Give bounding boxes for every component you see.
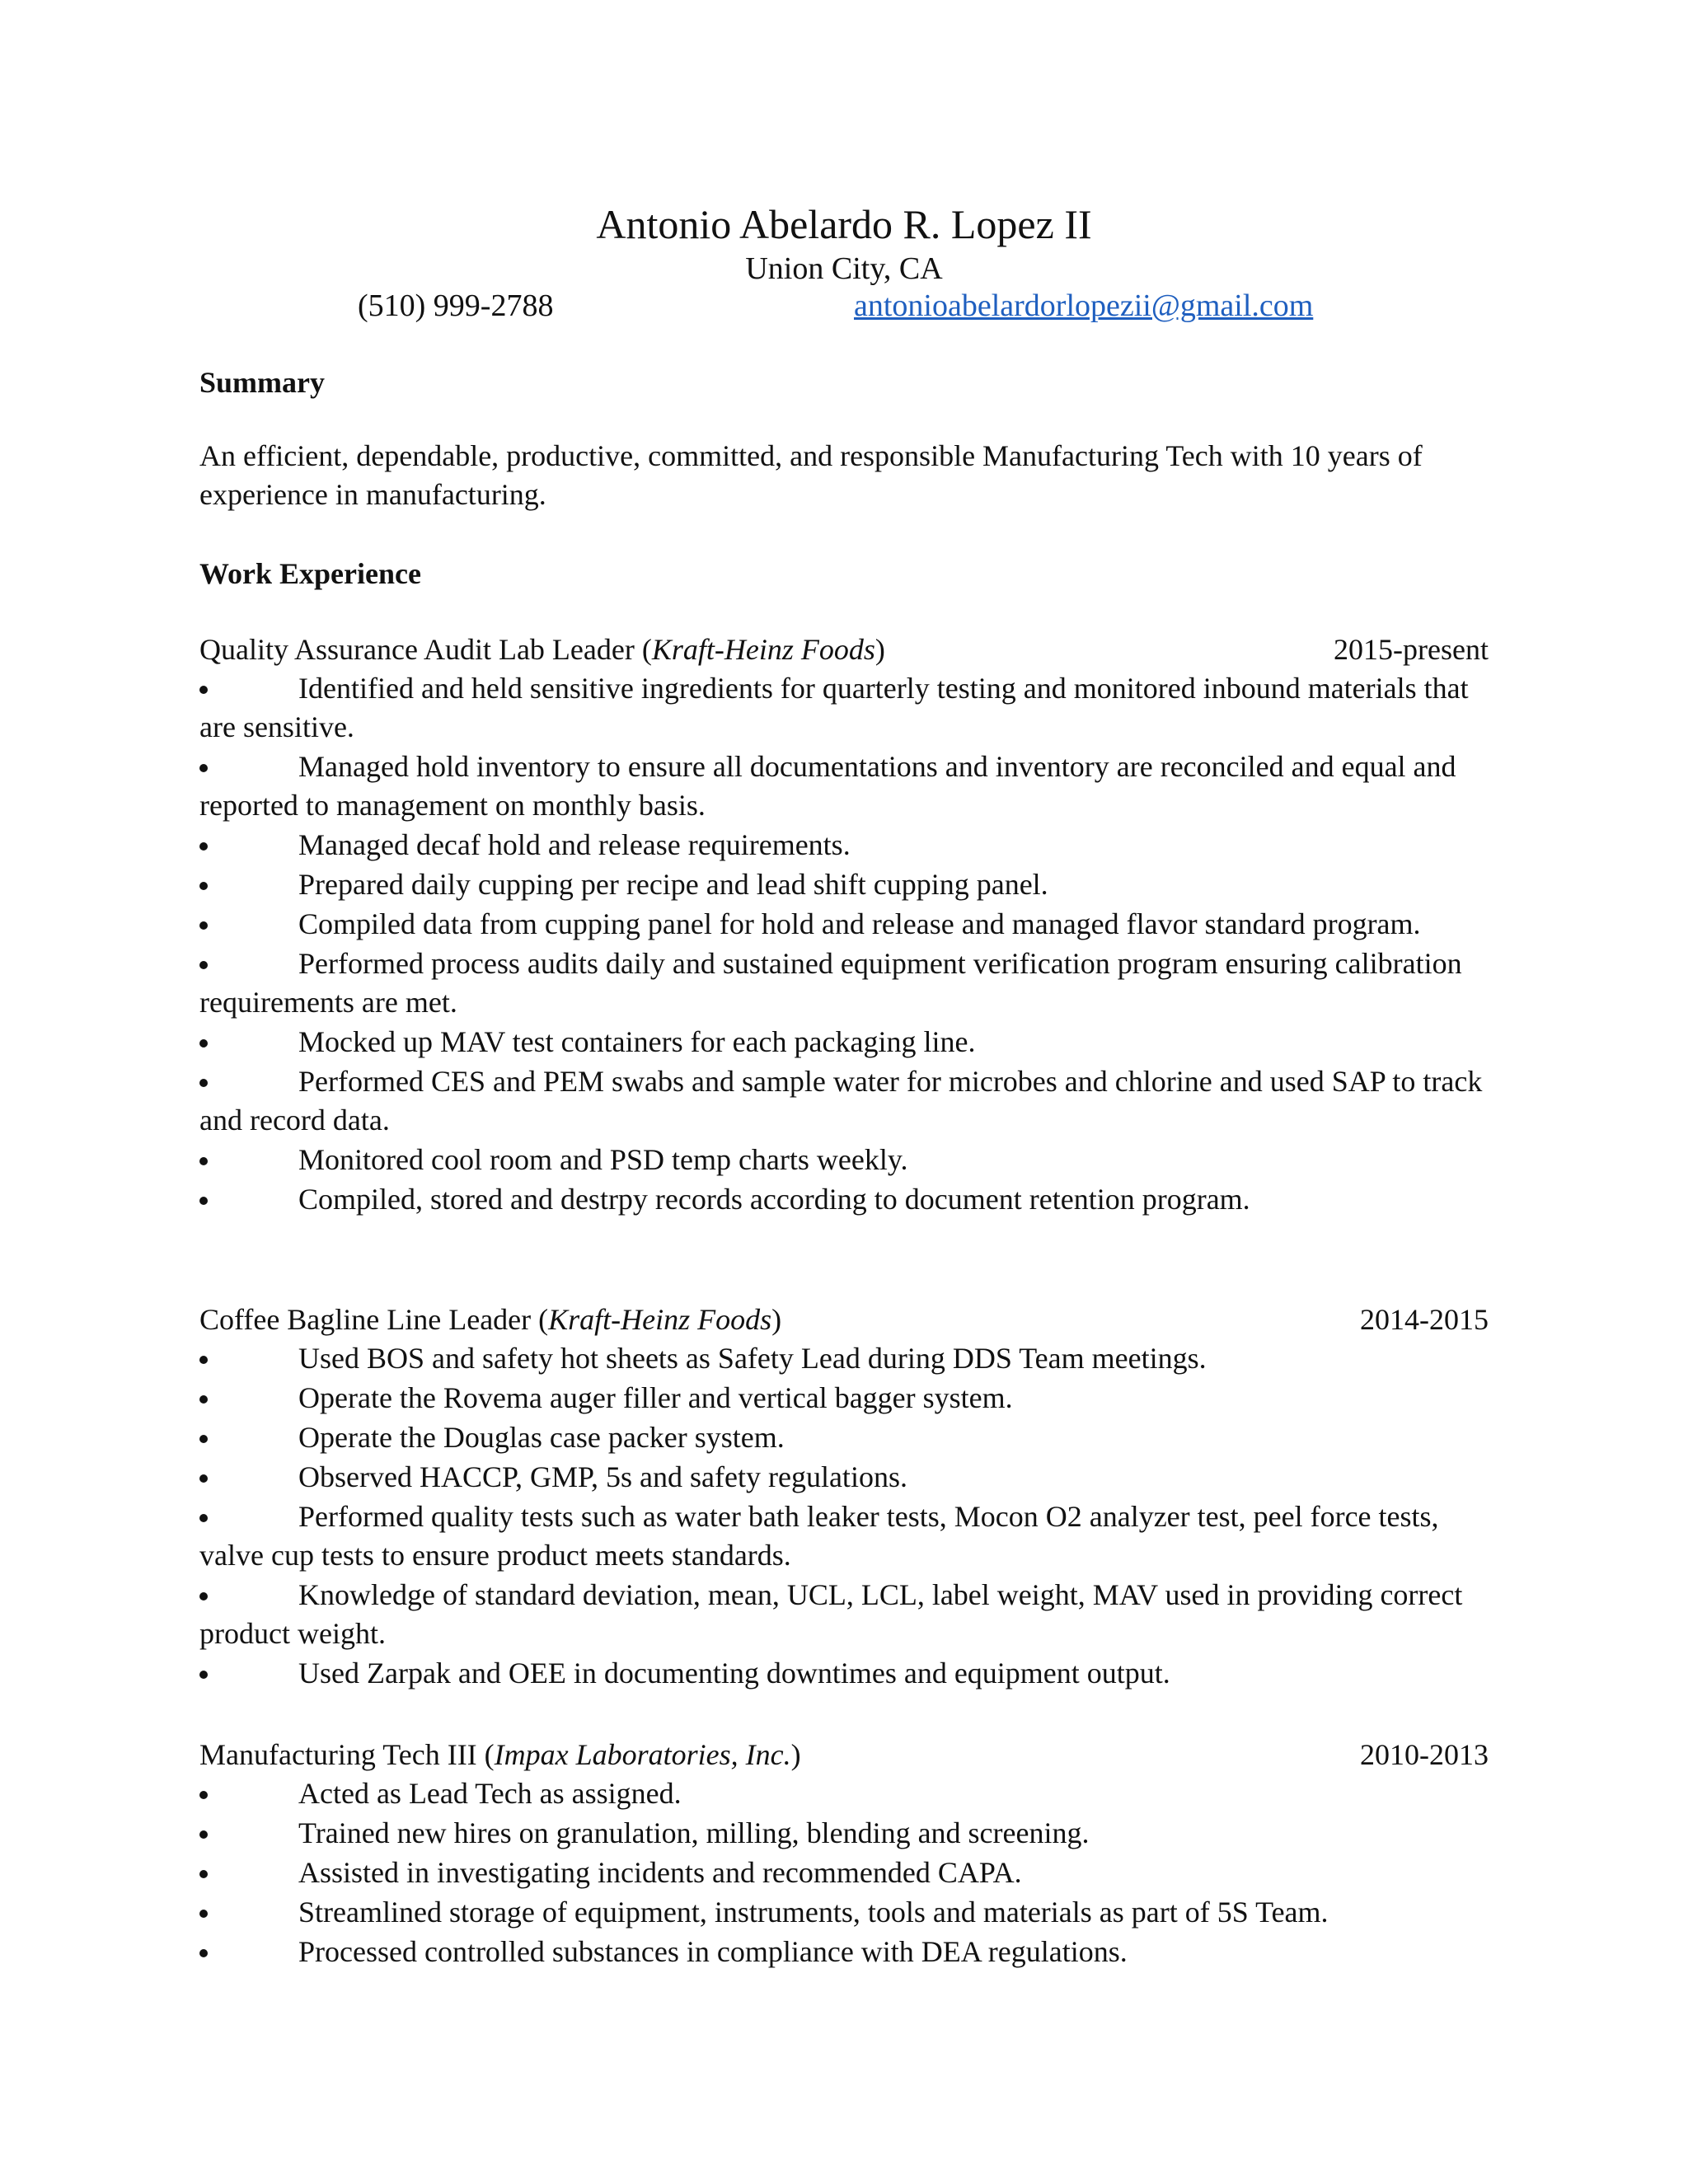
- list-item: [199, 1654, 1485, 1693]
- list-item-text: Used Zarpak and OEE in documenting downtimes and equipment output.: [298, 1657, 1170, 1690]
- job-company: Kraft-Heinz Foods: [548, 1303, 772, 1336]
- work-experience-heading: Work Experience: [199, 557, 421, 590]
- job-dates: 2010-2013: [1360, 1738, 1489, 1771]
- bullet-dot-icon: [199, 1474, 208, 1483]
- list-item-text: Knowledge of standard deviation, mean, UCL, LCL, label weight, MAV used in providing correct product weight.: [199, 1578, 1463, 1650]
- bullet-dot-icon: [199, 1830, 208, 1839]
- candidate-phone: (510) 999-2788: [358, 288, 554, 323]
- job-bullet-list: [199, 669, 1485, 1220]
- list-item-text: Managed decaf hold and release requirements.: [298, 828, 851, 861]
- job-title: Quality Assurance Audit Lab Leader (: [199, 633, 652, 666]
- list-item: [199, 748, 1485, 825]
- list-item-text: Performed CES and PEM swabs and sample water for microbes and chlorine and used SAP to track and record data.: [199, 1065, 1483, 1137]
- list-item: [199, 1062, 1485, 1140]
- list-item-text: Streamlined storage of equipment, instruments, tools and materials as part of 5S Team.: [298, 1896, 1329, 1929]
- bullet-dot-icon: [199, 1435, 208, 1443]
- list-item-text: Assisted in investigating incidents and recommended CAPA.: [298, 1856, 1022, 1889]
- list-item: [199, 905, 1485, 944]
- list-item-text: Managed hold inventory to ensure all documentations and inventory are reconciled and equal and reported to management on monthly basis.: [199, 750, 1456, 822]
- list-item-text: Acted as Lead Tech as assigned.: [298, 1777, 682, 1810]
- bullet-dot-icon: [199, 1514, 208, 1522]
- bullet-dot-icon: [199, 1356, 208, 1364]
- job-dates: 2014-2015: [1360, 1303, 1489, 1336]
- list-item: [199, 1576, 1485, 1653]
- candidate-location: Union City, CA: [745, 251, 943, 286]
- bullet-dot-icon: [199, 1592, 208, 1601]
- list-item: [199, 1379, 1485, 1418]
- bullet-dot-icon: [199, 1079, 208, 1087]
- job-title-close: ): [771, 1303, 782, 1336]
- list-item-text: Operate the Douglas case packer system.: [298, 1421, 785, 1454]
- list-item: [199, 944, 1485, 1022]
- bullet-dot-icon: [199, 1039, 208, 1047]
- bullet-dot-icon: [199, 764, 208, 772]
- list-item: [199, 1774, 1485, 1813]
- list-item: [199, 1418, 1485, 1457]
- list-item: [199, 1141, 1485, 1179]
- bullet-dot-icon: [199, 1791, 208, 1799]
- list-item: [199, 1339, 1485, 1378]
- list-item: [199, 1458, 1485, 1497]
- list-item: [199, 1814, 1485, 1853]
- bullet-dot-icon: [199, 1157, 208, 1165]
- list-item: [199, 1497, 1485, 1575]
- list-item-text: Mocked up MAV test containers for each packaging line.: [298, 1025, 976, 1058]
- job-company: Impax Laboratories, Inc.: [494, 1738, 791, 1771]
- list-item-text: Prepared daily cupping per recipe and lead shift cupping panel.: [298, 868, 1048, 901]
- list-item: [199, 865, 1485, 904]
- bullet-dot-icon: [199, 1870, 208, 1878]
- job-title-row: [199, 1298, 1489, 1341]
- list-item-text: Operate the Rovema auger filler and vertical bagger system.: [298, 1381, 1013, 1414]
- list-item: [199, 669, 1485, 747]
- bullet-dot-icon: [199, 1395, 208, 1404]
- list-item-text: Trained new hires on granulation, milling, blending and screening.: [298, 1816, 1090, 1849]
- candidate-name: Antonio Abelardo R. Lopez II: [596, 201, 1092, 247]
- list-item-text: Performed quality tests such as water bath leaker tests, Mocon O2 analyzer test, peel force tests, valve cup tests to ensure product meets standards.: [199, 1500, 1439, 1572]
- list-item-text: Performed process audits daily and sustained equipment verification program ensuring calibration requirements are met.: [199, 947, 1462, 1019]
- list-item: [199, 1180, 1485, 1219]
- bullet-dot-icon: [199, 686, 208, 694]
- list-item-text: Identified and held sensitive ingredients for quarterly testing and monitored inbound materials that are sensitive.: [199, 672, 1469, 743]
- bullet-dot-icon: [199, 961, 208, 969]
- job-title: Manufacturing Tech III (: [199, 1738, 495, 1771]
- list-item: [199, 1023, 1485, 1062]
- bullet-dot-icon: [199, 1910, 208, 1918]
- bullet-dot-icon: [199, 1197, 208, 1205]
- bullet-dot-icon: [199, 1671, 208, 1679]
- job-title-row: [199, 1733, 1489, 1776]
- bullet-dot-icon: [199, 921, 208, 930]
- list-item-text: Monitored cool room and PSD temp charts weekly.: [298, 1143, 908, 1176]
- job-title-close: ): [790, 1738, 801, 1771]
- job-title: Coffee Bagline Line Leader (: [199, 1303, 549, 1336]
- bullet-dot-icon: [199, 842, 208, 851]
- job-bullet-list: [199, 1774, 1485, 1972]
- job-title-close: ): [874, 633, 885, 666]
- bullet-dot-icon: [199, 882, 208, 890]
- job-company: Kraft-Heinz Foods: [651, 633, 875, 666]
- summary-heading: Summary: [199, 366, 325, 399]
- list-item: [199, 1933, 1485, 1971]
- list-item: [199, 826, 1485, 865]
- bullet-dot-icon: [199, 1949, 208, 1957]
- list-item-text: Compiled data from cupping panel for hold and release and managed flavor standard program.: [298, 907, 1421, 940]
- list-item-text: Compiled, stored and destrpy records according to document retention program.: [298, 1183, 1250, 1216]
- summary-text: An efficient, dependable, productive, committed, and responsible Manufacturing Tech with 10 years of experience in manufacturing.: [199, 439, 1423, 511]
- list-item-text: Processed controlled substances in compliance with DEA regulations.: [298, 1935, 1128, 1968]
- list-item-text: Observed HACCP, GMP, 5s and safety regulations.: [298, 1460, 907, 1493]
- job-dates: 2015-present: [1334, 633, 1489, 666]
- job-bullet-list: [199, 1339, 1485, 1694]
- list-item-text: Used BOS and safety hot sheets as Safety Lead during DDS Team meetings.: [298, 1342, 1207, 1375]
- candidate-email-link[interactable]: antonioabelardorlopezii@gmail.com: [854, 288, 1314, 323]
- list-item: [199, 1893, 1485, 1932]
- job-title-row: [199, 628, 1489, 671]
- list-item: [199, 1854, 1485, 1892]
